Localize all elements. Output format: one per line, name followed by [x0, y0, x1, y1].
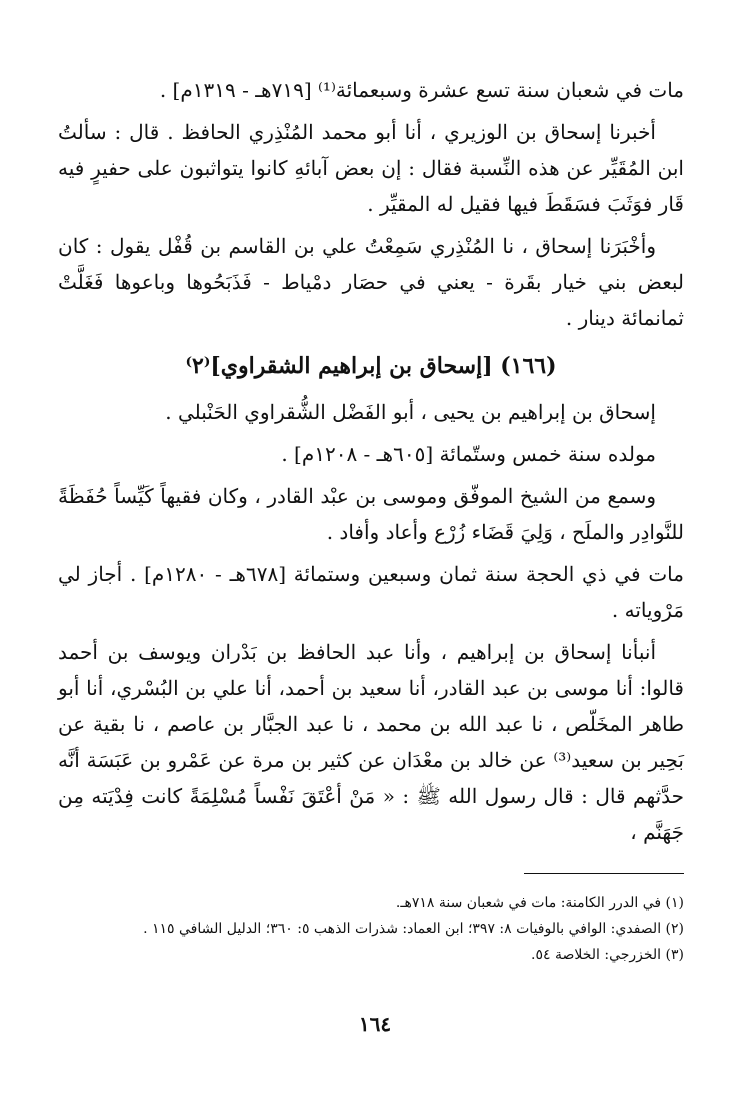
paragraph-teachers: وسمع من الشيخ الموفّق وموسى بن عبْد القادر ، وكان فقيهاً كَيِّساً حُفَظَةً للنَّوادِر والملَح ، وَلِيَ قَضَاء زُرْع وأعاد وأفاد . [58, 484, 684, 544]
footnote-3: (٣) الخزرجي: الخلاصة ٥٤. [531, 947, 684, 963]
footnote-divider [524, 873, 684, 874]
paragraph-cow-story: وأخْبَرَنا إسحاق ، نا المُنْذِري سَمِعْتُ علي بن القاسم بن قُفْل يقول : كان لبعض بني خيار بقَرة - يعني في حصَار دمْياط - فَذَبَحُوها وباعوها فَغَلَّتْ ثمانمائة دينار . [58, 234, 684, 330]
footnotes [58, 890, 684, 968]
paragraph-death: مات في ذي الحجة سنة ثمان وسبعين وستمائة [٦٧٨هـ - ١٢٨٠م] . أجاز لي مَرْوياته . [58, 562, 684, 622]
footnote-2: (٢) الصفدي: الوافي بالوفيات ٨: ٣٩٧؛ ابن العماد: شذرات الذهب ٥: ٣٦٠؛ الدليل الشافي ١١٥ . [143, 921, 684, 937]
paragraph-death-date: مات في شعبان سنة تسع عشرة وسبعمائة⁽¹⁾ [٧١٩هـ - ١٣١٩م] . [159, 78, 684, 102]
paragraph-nisba-explanation: أخبرنا إسحاق بن الوزيري ، أنا أبو محمد المُنْذِري الحافظ . قال : سألتُ ابن المُقَيِّر عن هذه النِّسبة فقال : إن بعض آبائهِ كانوا يتواثبون على حفيرٍ فيه قَار فوَثَبَ فسَقَطَ فيها فقيل له المقيِّر . [58, 120, 684, 216]
paragraph-hadith-chain: أنبأنا إسحاق بن إبراهيم ، وأنا عبد الحافظ بن بَدْران ويوسف بن أحمد قالوا: أنا موسى بن عبد القادر، أنا سعيد بن أحمد، أنا علي بن البُسْري، أنا أبو طاهر المخَلّص ، نا عبد الله بن محمد ، نا عبد الجبَّار بن عاصم ، نا بقية عن بَحِير بن سعيد⁽³⁾ عن خالد بن معْدَان عن كثير بن مرة عن عَمْرو بن عَبَسَة أنَّه حدَّثهم قال : قال رسول الله ﷺ : « مَنْ أعْتَقَ نَفْساً مُسْلِمَةً كانت فِدْيَته مِن جَهَنَّم ، [58, 640, 684, 844]
entry-heading: (١٦٦) [إسحاق بن إبراهيم الشقراوي]⁽٢⁾ [185, 353, 557, 379]
paragraph-name: إسحاق بن إبراهيم بن يحيى ، أبو الفَضْل الشُّقراوي الحَنْبلي . [165, 400, 656, 424]
page-number: ١٦٤ [358, 1012, 392, 1036]
paragraph-birth: مولده سنة خمس وستّمائة [٦٠٥هـ - ١٢٠٨م] . [281, 442, 656, 466]
footnote-1: (١) في الدرر الكامنة: مات في شعبان سنة ٧١٨هـ. [395, 895, 684, 911]
